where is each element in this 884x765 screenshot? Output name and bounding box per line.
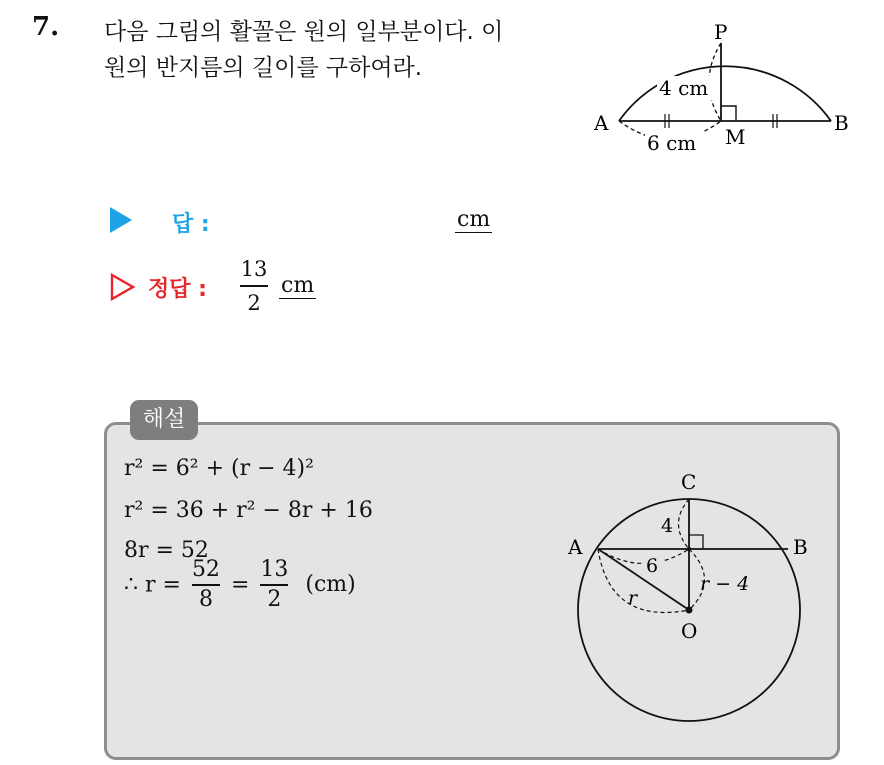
solution-fraction-2 [260, 558, 288, 612]
dashed-brace-4 [679, 499, 690, 549]
label-C: C [681, 470, 697, 494]
solution-tab: 해설 [130, 400, 198, 440]
right-angle-mark [721, 106, 736, 121]
segment-arc [619, 66, 831, 121]
circle-figure [560, 460, 820, 760]
correct-arrow-icon [110, 273, 136, 301]
solution-eq: = [230, 572, 250, 598]
question-text [104, 14, 574, 86]
fraction-bar [260, 584, 288, 586]
label-4: 4 [661, 515, 674, 537]
answer-unit-blank[interactable]: cm [457, 207, 491, 232]
correct-answer-fraction [240, 256, 268, 316]
label-B: B [793, 535, 808, 559]
fraction-bar [192, 584, 220, 586]
solution-line-2: r² = 36 + r² − 8r + 16 [124, 498, 373, 523]
label-B: B [834, 111, 849, 135]
fraction-bar [240, 285, 268, 287]
label-r: r [628, 587, 638, 609]
solution-line4-prefix: ∴ r = [124, 572, 181, 598]
correct-answer-label: 정답 : [148, 277, 207, 302]
question-text-line1: 다음 그림의 활꼴은 원의 일부분이다. 이 [104, 19, 504, 45]
answer-label: 답 : [172, 212, 210, 237]
solution-frac2-den: 2 [267, 586, 282, 612]
label-r-minus-4: r − 4 [700, 573, 750, 595]
dashed-brace-6 [598, 549, 689, 564]
label-6cm: 6 cm [647, 131, 697, 155]
solution-frac2-num: 13 [260, 557, 289, 582]
label-P: P [714, 20, 728, 44]
correct-denominator: 2 [247, 290, 261, 315]
solution-unit: (cm) [305, 572, 356, 598]
solution-line-1: r² = 6² + (r − 4)² [124, 456, 314, 481]
solution-fraction-1 [192, 558, 220, 612]
segment-AO [598, 549, 689, 610]
segment-figure [585, 10, 860, 160]
label-A: A [568, 535, 583, 559]
solution-line-3: 8r = 52 [124, 538, 209, 563]
right-angle-mark [689, 535, 703, 549]
correct-answer-unit: cm [281, 273, 315, 298]
solution-frac1-num: 52 [191, 557, 220, 582]
label-M: M [725, 125, 746, 149]
answer-arrow-icon [110, 207, 132, 233]
question-text-line2: 원의 반지름의 길이를 구하여라. [104, 55, 423, 81]
correct-numerator: 13 [240, 257, 268, 281]
label-A: A [594, 111, 609, 135]
question-number: 7. [32, 12, 60, 42]
label-6: 6 [646, 555, 659, 577]
label-O: O [681, 619, 698, 643]
label-4cm: 4 cm [659, 76, 709, 100]
solution-line-4 [124, 558, 356, 612]
solution-frac1-den: 8 [198, 586, 213, 612]
